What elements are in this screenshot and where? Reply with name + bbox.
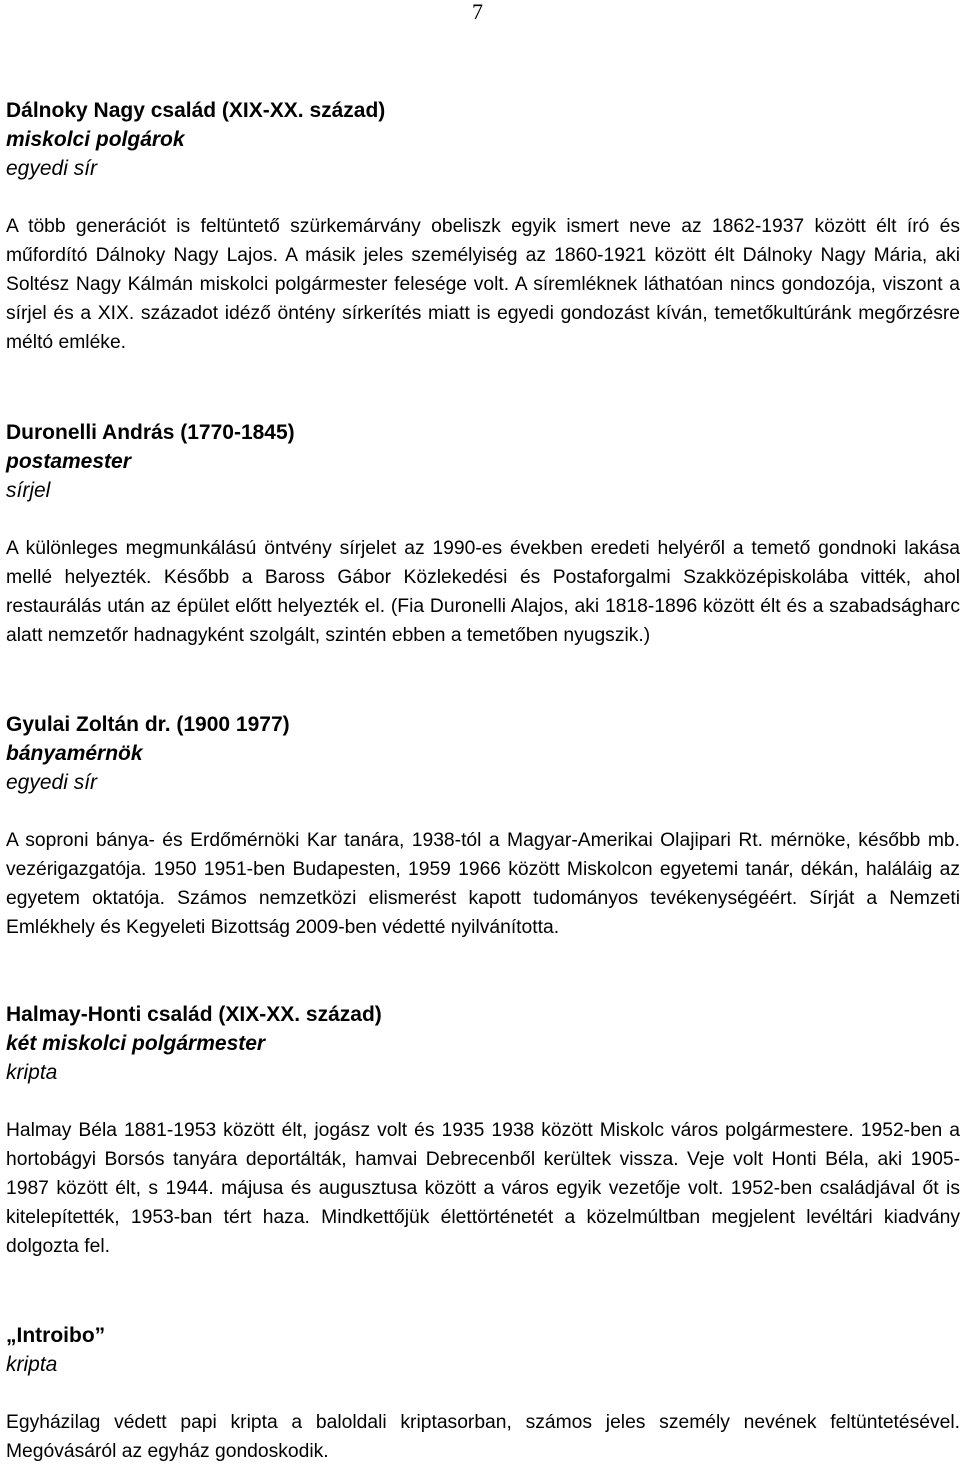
entry-description: Egyházilag védett papi kripta a baloldali kriptasorban, számos jeles személy nevének feltüntetésével. Megóvásáról az egyház gondoskodik. <box>6 1412 960 1462</box>
entry-grave-type: kripta <box>6 1353 58 1376</box>
entry-introibo <box>6 1321 960 1466</box>
entry-description: A különleges megmunkálású öntvény sírjelet az 1990-es években eredeti helyéről a temető gondnoki lakása mellé helyezték. Később a Baross Gábor Közlekedési és Postaforgalmi Szakközépiskolába vitték, ahol restaurálás után az épület előtt helyezték el. (Fia Duronelli Alajos, aki 1818-1896 között élt és a szabadságharc alatt nemzetőr hadnagyként szolgált, szintén ebben a temetőben nyugszik.) <box>6 538 960 646</box>
entry-title: Dálnoky Nagy család (XIX-XX. század) <box>6 99 386 122</box>
entry-duronelli <box>6 418 960 650</box>
entry-description: A több generációt is feltüntető szürkemárvány obeliszk egyik ismert neve az 1862-1937 között élt író és műfordító Dálnoky Nagy Lajos. A másik jeles személyiség az 1860-1921 között élt Dálnoky Nagy Mária, aki Soltész Nagy Kálmán miskolci polgármester felesége volt. A síremléknek láthatóan nincs gondozója, viszont a sírjel és a XIX. századot idéző öntény sírkerítés miatt is egyedi gondozást kíván, temetőkultúránk megőrzésre méltó emléke. <box>6 216 960 353</box>
entry-halmay-honti <box>6 1000 960 1261</box>
entry-grave-type: egyedi sír <box>6 771 98 794</box>
entry-role: bányamérnök <box>6 742 143 765</box>
entry-grave-type: kripta <box>6 1061 58 1084</box>
entry-grave-type: sírjel <box>6 479 51 502</box>
entry-title: Halmay-Honti család (XIX-XX. század) <box>6 1003 382 1026</box>
entry-dalnoky-nagy <box>6 96 960 357</box>
entry-grave-type: egyedi sír <box>6 157 98 180</box>
entry-role: miskolci polgárok <box>6 128 185 151</box>
entry-description: A soproni bánya- és Erdőmérnöki Kar tanára, 1938-tól a Magyar-Amerikai Olajipari Rt. mérnöke, később mb. vezérigazgatója. 1950 1951-ben Budapesten, 1959 1966 között Miskolcon egyetemi tanár, dékán, haláláig az egyetem oktatója. Számos nemzetközi elismerést kapott tudományos tevékenységéért. Sírját a Nemzeti Emlékhely és Kegyeleti Bizottság 2009-ben védetté nyilvánította. <box>6 830 960 938</box>
entry-title: Duronelli András (1770-1845) <box>6 421 295 444</box>
entry-title: „Introibo” <box>6 1324 106 1347</box>
page-number: 7 <box>472 0 483 24</box>
entry-description: Halmay Béla 1881-1953 között élt, jogász volt és 1935 1938 között Miskolc város polgármestere. 1952-ben a hortobágyi Borsós tanyára deportálták, hamvai Debrecenből kerültek vissza. Veje volt Honti Béla, aki 1905-1987 között élt, s 1944. májusa és augusztusa között a város egyik vezetője volt. 1952-ben családjával őt is kitelepítették, 1953-ban tért haza. Mindkettőjük élettörténetét a közelmúltban megjelent levéltári kiadvány dolgozta fel. <box>6 1120 960 1257</box>
entry-gyulai <box>6 710 960 942</box>
entry-role: postamester <box>6 450 131 473</box>
entry-role: két miskolci polgármester <box>6 1032 266 1055</box>
entry-title: Gyulai Zoltán dr. (1900 1977) <box>6 713 290 736</box>
